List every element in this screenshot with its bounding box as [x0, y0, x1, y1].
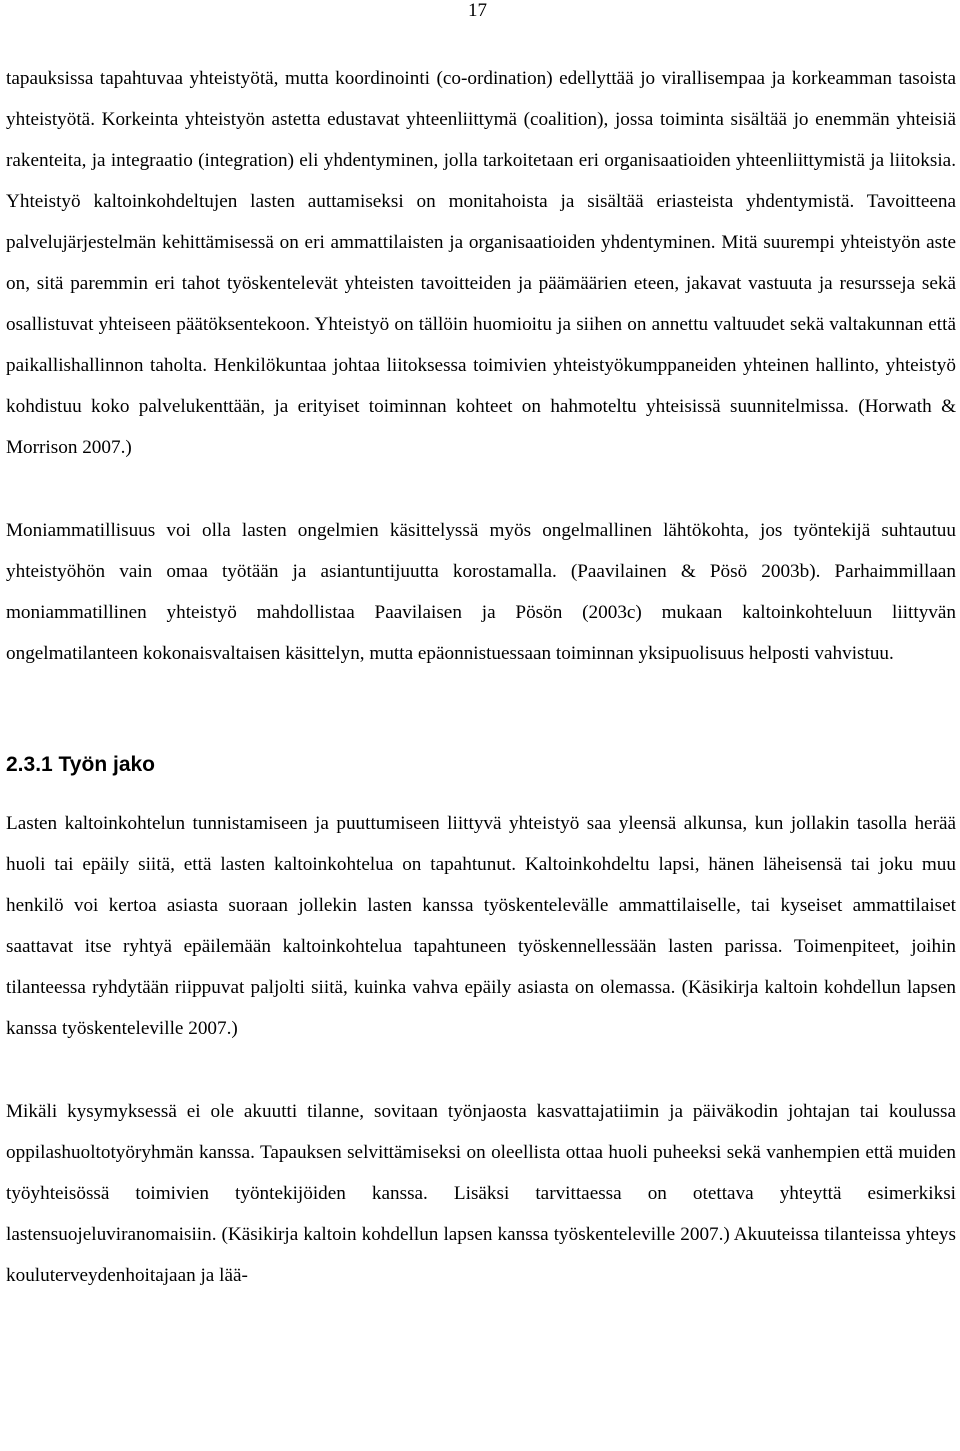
- paragraph-identification: Lasten kaltoinkohtelun tunnistamiseen ja puuttumiseen liittyvä yhteistyö saa yleensä alkunsa, kun jollakin tasolla herää huoli tai epäily siitä, että lasten kaltoinkohtelua on tapahtunut. Kaltoinkohdeltu lapsi, hänen läheisensä tai joku muu henkilö voi kertoa asiasta suoraan jollekin lasten kanssa työskentelevälle ammattilaiselle, tai kyseiset ammattilaiset saattavat itse ryhtyä epäilemään kaltoinkohtelua tapahtuneen työskennellessään lasten parissa. Toimenpiteet, joihin tilanteessa ryhdytään riippuvat paljolti siitä, kuinka vahva epäily asiasta on olemassa. (Käsikirja kaltoin kohdellun lapsen kanssa työskenteleville 2007.): [6, 813, 956, 1039]
- section-heading: 2.3.1 Työn jako: [6, 753, 155, 776]
- paragraph-collaboration-levels: tapauksissa tapahtuvaa yhteistyötä, mutta koordinointi (co-ordination) edellyttää jo virallisempaa ja korkeamman tasoista yhteistyötä. Korkeinta yhteistyön astetta edustavat yhteenliittymä (coalition), jossa toiminta sisältää jo enemmän yhteisiä rakenteita, ja integraatio (integration) eli yhdentyminen, jolla tarkoitetaan eri organisaatioiden yhteenliittymistä ja liitoksia. Yhteistyö kaltoinkohdeltujen lasten auttamiseksi on monitahoista ja sisältää eriasteista yhdentymistä. Tavoitteena palvelujärjestelmän kehittämisessä on eri ammattilaisten ja organisaatioiden yhdentyminen. Mitä suurempi yhteistyön aste on, sitä paremmin eri tahot työskentelevät yhteisten tavoitteiden ja päämäärien eteen, jakavat vastuuta ja resursseja sekä osallistuvat yhteiseen päätöksentekoon. Yhteistyö on tällöin huomioitu ja siihen on annettu valtuudet sekä valtakunnan että paikallishallinnon taholta. Henkilökuntaa johtaa liitoksessa toimivien yhteistyökumppaneiden yhteinen hallinto, yhteistyö kohdistuu koko palvelukenttään, ja erityiset toiminnan kohteet on hahmoteltu yhteisissä suunnitelmissa. (Horwath & Morrison 2007.): [6, 68, 956, 458]
- paragraph-division-of-work: Mikäli kysymyksessä ei ole akuutti tilanne, sovitaan työnjaosta kasvattajatiimin ja päiväkodin johtajan tai koulussa oppilashuoltotyöryhmän kanssa. Tapauksen selvittämiseksi on oleellista ottaa huoli puheeksi sekä vanhempien että muiden työyhteisössä toimivien työntekijöiden kanssa. Lisäksi tarvittaessa on otettava yhteyttä esimerkiksi lastensuojeluviranomaisiin. (Käsikirja kaltoin kohdellun lapsen kanssa työskenteleville 2007.) Akuuteissa tilanteissa yhteys kouluterveydenhoitajaan ja lää-: [6, 1101, 956, 1286]
- document-body: [6, 58, 956, 1296]
- page-number: 17: [468, 0, 487, 21]
- paragraph-multiprofessionalism: Moniammatillisuus voi olla lasten ongelmien käsittelyssä myös ongelmallinen lähtökohta, jos työntekijä suhtautuu yhteistyöhön vain omaa työtään ja asiantuntijuutta korostamalla. (Paavilainen & Pösö 2003b). Parhaimmillaan moniammatillinen yhteistyö mahdollistaa Paavilaisen ja Pösön (2003c) mukaan kaltoinkohteluun liittyvän ongelmatilanteen kokonaisvaltaisen käsittelyn, mutta epäonnistuessaan toiminnan yksipuolisuus helposti vahvistuu.: [6, 520, 956, 664]
